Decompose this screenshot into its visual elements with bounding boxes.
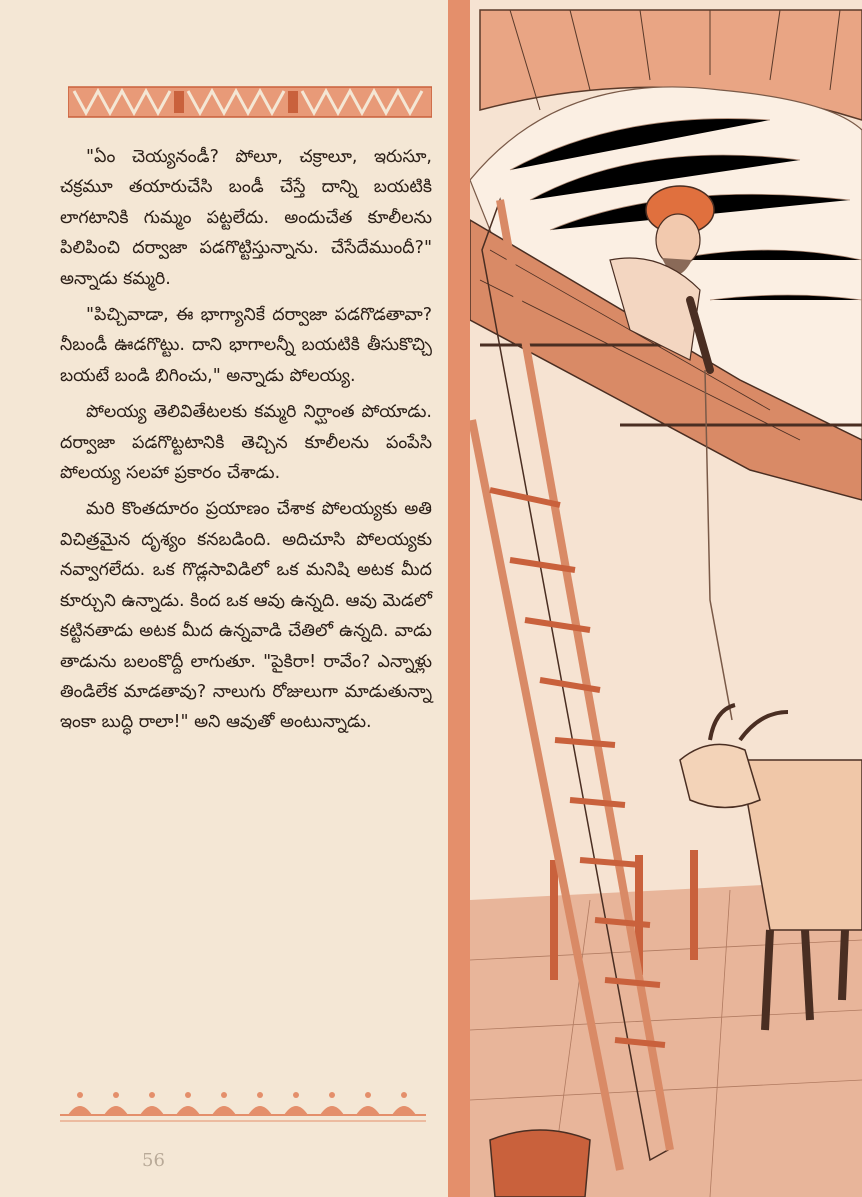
story-paragraph-2: "పిచ్చివాడా, ఈ భాగ్యానికే దర్వాజా పడగొడతావా? నీబండీ ఊడగొట్టు. దాని భాగాలన్నీ బయటికి తీసుకొచ్చి బయటే బండి బిగించు," అన్నాడు పోలయ్య. [60,305,432,386]
story-paragraph-3: పోలయ్య తెలివితేటలకు కమ్మరి నిర్ఘాంత పోయాడు. దర్వాజా పడగొట్టటానికి తెచ్చిన కూలీలను పంపేసి పోలయ్య సలహా ప్రకారం చేశాడు. [60,402,432,484]
orange-divider-stripe [448,0,470,1197]
man-on-loft-pulling-cow-illustration [470,0,862,1197]
story-paragraph-4: మరి కొంతదూరం ప్రయాణం చేశాక పోలయ్యకు అతి విచిత్రమైన దృశ్యం కనబడింది. అదిచూసి పోలయ్యకు నవ్వాగలేదు. ఒక గొడ్లసావిడిలో ఒక మనిషి అటక మీద కూర్చుని ఉన్నాడు. కింద ఒక ఆవు ఉన్నది. ఆవు మెడలో కట్టినతాడు అటక మీద ఉన్నవాడి చేతిలో ఉన్నది. వాడు తాడును బలంకొద్దీ లాగుతూ. "పైకిరా! రావేం? ఎన్నాళ్లు తిండిలేక మాడతావు? నాలుగు రోజులుగా మాడుతున్నా ఇంకా బుద్ధి రాలా!" అని ఆవుతో అంటున్నాడు. [60,499,432,733]
page-number: 56 [142,1150,165,1171]
story-paragraph-1: "ఏం చెయ్యనండీ? పోలూ, చక్రాలూ, ఇరుసూ, చక్రమూ తయారుచేసి బండీ చేస్తే దాన్ని బయటికి లాగటానికి గుమ్మం పట్టలేదు. అందుచేత కూలీలను పిలిపించి దర్వాజా పడగొట్టిస్తున్నాను. చేసేదేముందీ?" అన్నాడు కమ్మరి. [60,147,432,289]
illustration-panel [470,0,862,1197]
top-ornamental-border [68,85,432,119]
story-text [60,142,432,744]
bottom-ornamental-border [60,1085,426,1125]
